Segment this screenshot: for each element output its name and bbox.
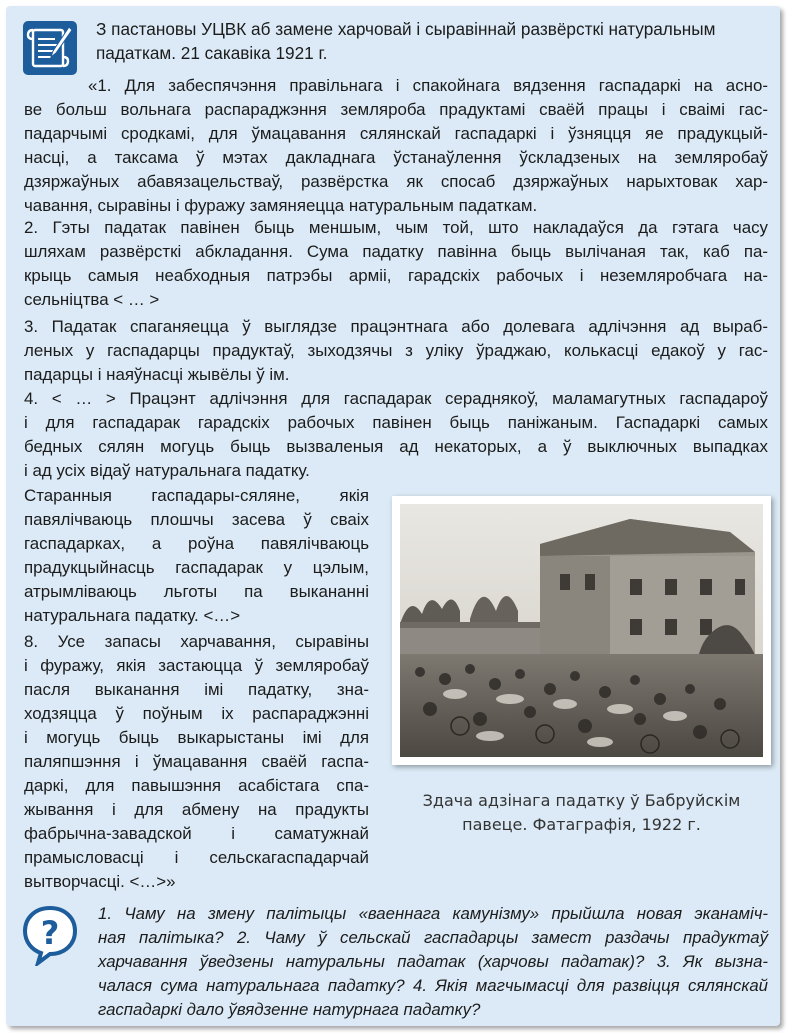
document-scroll-icon (23, 21, 77, 75)
paragraph-5: Старанныя гаспадары-сяляне, якія павялічваюць плошчы засева ў сваіх гаспадарках, а роўна павялічваюць прадукцыйнасць гаспадарак у цэлым, атрымліваюць льготы па выкананні натуральнага падатку. <…> (24, 486, 369, 625)
document-title: З пастановы УЦВК аб замене харчовай і сыравіннай развёрсткі натуральным падаткам. 21 сакавіка 1921 г. (96, 19, 716, 63)
paragraph-2: 2. Гэты падатак павінен быць меншым, чым той, што накладаўся да гэтага часу шляхам развёрсткі абкладання. Сума падатку павінна быць вылічаная так, каб па- крыць самыя неабходныя патрэбы арміі, гарадскіх рабочых і неземляробчага на- сельніцтва < … > (24, 218, 768, 309)
question-bubble-icon (21, 904, 79, 966)
historical-photo (392, 496, 771, 765)
paragraph-1: «1. Для забеспячэння правільнага і спакойнага вядзення гаспадаркі на асно- ве больш вольнага распараджэння земляроба прадуктамі сваёй працы і сваімі гас- падарчымі сродкамі, для ўмацавання сялянскай гаспадаркі і ўзняцця яе прадукцый- насці, а таксама ў мэтах дакладнага ўстанаўлення ўскладзеных на земляробаў дзяржаўных абавязацельстваў, развёрстка як спосаб дзяржаўных нарыхтовак хар- чавання, сыравіны і фуражу замяняецца натуральным падаткам. (24, 76, 768, 215)
paragraph-6: 8. Усе запасы харчавання, сыравіны і фуражу, якія застаюцца ў земляробаў пасля выканання імі падатку, зна- ходзяцца ў поўным іх распараджэнні і могуць быць выкарыстаны імі для паляпшэння і ўмацавання сваёй гаспа- даркі, для павышэння асабістага спа- жывання і для абмену на прадукты фабрычна-завадской і саматужнай прамысловасці і сельскагаспадарчай вытворчасці. <…>» (24, 632, 369, 891)
paragraph-3: 3. Падатак спаганяецца ў выглядзе працэнтнага або долевага адлічэння ад выраб- леных у гаспадарцы прадуктаў, зыходзячы з уліку ўраджаю, колькасці едакоў у гас- падарцы і наяўнасці жывёлы ў ім. (24, 317, 768, 384)
questions-block: 1. Чаму на змену палітыцы «ваеннага камунізму» прыйшла новая эканаміч- ная палітыка? 2. Чаму ў сельскай гаспадарцы замест раздачы прадуктаў харчавання ўведзены натуральны падатак (харчовы падатак)? 3. Як вызна- чалася сума натуральнага падатку? 4. Якія магчымасці для развіцця сялянскай гаспадаркі дало ўвядзенне натурнага падатку? (98, 904, 768, 1019)
photo-caption: Здача адзінага падатку ў Бабруйскім павеце. Фатаграфія, 1922 г. (422, 791, 741, 834)
paragraph-4: 4. < … > Працэнт адлічэння для гаспадарак сераднякоў, маламагутных гаспадароў і для гаспадарак гарадскіх рабочых павінен быць паніжаным. Гаспадаркі самых бедных сялян могуць быць вызваленыя ад некаторых, а ў выключных выпадках і ад усіх відаў натуральнага падатку. (24, 389, 768, 480)
document-page (6, 6, 780, 1026)
svg-text:?: ? (40, 914, 60, 952)
